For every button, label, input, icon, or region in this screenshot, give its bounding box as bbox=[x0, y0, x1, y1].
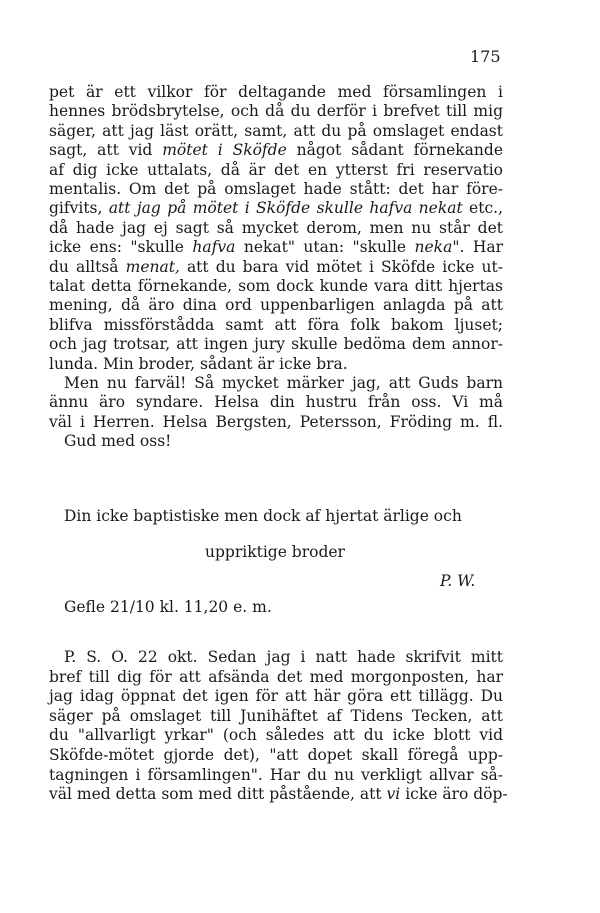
text-line: bref till dig för att afsända det med morgonposten, har bbox=[49, 668, 503, 686]
text-run: etc., bbox=[462, 199, 503, 217]
text-line: ännu äro syndare. Helsa din hustru från oss. Vi må bbox=[49, 393, 503, 411]
text-line: Men nu farväl! Så mycket märker jag, att Guds barn bbox=[64, 374, 503, 392]
text-line: mening, då äro dina ord uppenbarligen anlagda på att bbox=[49, 296, 503, 314]
text-run: gifvits, bbox=[49, 199, 109, 217]
text-run: sagt, att vid bbox=[49, 141, 163, 159]
text-run: icke äro döp- bbox=[400, 785, 508, 803]
italic-text: vi bbox=[386, 785, 401, 803]
text-line: jag idag öppnat det igen för att här göra ett tillägg. Du bbox=[49, 687, 503, 705]
text-line: Gud med oss! bbox=[64, 432, 172, 450]
text-line: tagningen i församlingen". Har du nu verkligt allvar så- bbox=[49, 766, 503, 784]
italic-text: hafva bbox=[192, 238, 236, 256]
text-run: du alltså bbox=[49, 258, 126, 276]
text-line: hennes brödsbrytelse, och då du derför i brefvet till mig bbox=[49, 102, 503, 120]
text-line: lunda. Min broder, sådant är icke bra. bbox=[49, 355, 348, 373]
text-line bbox=[49, 141, 503, 159]
text-line: säger på omslaget till Junihäftet af Tidens Tecken, att bbox=[49, 707, 503, 725]
closing-line-2: uppriktige broder bbox=[205, 543, 345, 561]
italic-text: mötet i Sköfde bbox=[162, 141, 287, 159]
text-line: du "allvarligt yrkar" (och således att du icke blott vid bbox=[49, 726, 503, 744]
page-number: 175 bbox=[470, 47, 501, 66]
dateline: Gefle 21/10 kl. 11,20 e. m. bbox=[64, 598, 272, 616]
text-line bbox=[49, 785, 508, 803]
text-run: ". Har bbox=[452, 238, 503, 256]
text-run: något sådant förnekande bbox=[286, 141, 503, 159]
text-line: af dig icke uttalats, då är det en ytterst fri reservatio bbox=[49, 161, 503, 179]
text-line: Sköfde-mötet gjorde det), "att dopet skall föregå upp- bbox=[49, 746, 503, 764]
text-line: P. S. O. 22 okt. Sedan jag i natt hade skrifvit mitt bbox=[64, 648, 503, 666]
text-line bbox=[49, 258, 503, 276]
text-run: väl med detta som med ditt påstående, att bbox=[49, 785, 387, 803]
text-line: pet är ett vilkor för deltagande med församlingen i bbox=[49, 83, 503, 101]
text-line: och jag trotsar, att ingen jury skulle bedöma dem annor- bbox=[49, 335, 503, 353]
text-line: väl i Herren. Helsa Bergsten, Petersson, Fröding m. fl. bbox=[49, 413, 503, 431]
text-run: att du bara vid mötet i Sköfde icke ut- bbox=[179, 258, 503, 276]
text-line: talat detta förnekande, som dock kunde vara ditt hjertas bbox=[49, 277, 503, 295]
text-line: blifva missförstådda samt att föra folk bakom ljuset; bbox=[49, 316, 503, 334]
text-run: icke ens: "skulle bbox=[49, 238, 193, 256]
italic-text: menat, bbox=[125, 258, 180, 276]
signature: P. W. bbox=[440, 572, 476, 590]
italic-text: neka bbox=[414, 238, 453, 256]
closing-line: Din icke baptistiske men dock af hjertat ärlige och bbox=[64, 507, 462, 525]
text-line bbox=[49, 238, 503, 256]
text-line: säger, att jag läst orätt, samt, att du på omslaget endast bbox=[49, 122, 503, 140]
text-line bbox=[49, 199, 503, 217]
italic-text: att jag på mötet i Sköfde skulle hafva nekat bbox=[108, 199, 463, 217]
text-line: då hade jag ej sagt så mycket derom, men nu står det bbox=[49, 219, 503, 237]
text-line: mentalis. Om det på omslaget hade stått: det har före- bbox=[49, 180, 503, 198]
text-run: nekat" utan: "skulle bbox=[235, 238, 415, 256]
